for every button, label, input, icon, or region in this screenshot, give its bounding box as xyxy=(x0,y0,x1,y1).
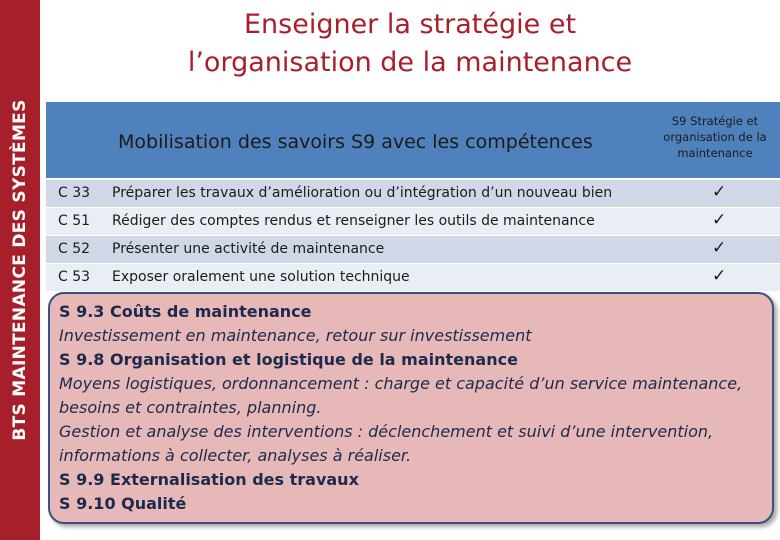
check-icon: ✓ xyxy=(712,266,727,286)
table-column-header xyxy=(660,113,770,161)
column-header-line-1: S9 Stratégie et xyxy=(671,114,759,128)
savoirs-list xyxy=(59,300,764,516)
competence-label: Rédiger des comptes rendus et renseigner les outils de maintenance xyxy=(112,213,595,229)
table-header-title: Mobilisation des savoirs S9 avec les compétences xyxy=(118,131,593,153)
table-row xyxy=(46,208,780,235)
page-title-line-1: Enseigner la stratégie et xyxy=(243,9,577,40)
savoir-heading: S 9.8 Organisation et logistique de la maintenance xyxy=(59,350,518,369)
side-band-label: BTS MAINTENANCE DES SYSTÈMES xyxy=(10,99,30,441)
competence-label: Présenter une activité de maintenance xyxy=(112,241,385,257)
table-row xyxy=(46,264,780,291)
savoir-detail: informations à collecter, analyses à réaliser. xyxy=(59,446,412,465)
savoir-heading: S 9.10 Qualité xyxy=(59,494,187,513)
check-icon: ✓ xyxy=(712,210,727,230)
page-title xyxy=(150,6,670,82)
competence-code: C 33 xyxy=(58,185,91,201)
savoir-heading: S 9.9 Externalisation des travaux xyxy=(59,470,359,489)
column-header-line-3: maintenance xyxy=(677,146,753,160)
competence-code: C 52 xyxy=(58,241,91,257)
competence-code: C 51 xyxy=(58,213,91,229)
column-header-line-2: organisation de la xyxy=(663,130,767,144)
table-row xyxy=(46,236,780,263)
check-icon: ✓ xyxy=(712,238,727,258)
savoir-detail: besoins et contraintes, planning. xyxy=(59,398,322,417)
check-icon: ✓ xyxy=(712,182,727,202)
competence-label: Exposer oralement une solution technique xyxy=(112,269,410,285)
table-row xyxy=(46,180,780,207)
competence-code: C 53 xyxy=(58,269,91,285)
page-title-line-2: l’organisation de la maintenance xyxy=(187,47,633,78)
savoir-detail: Moyens logistiques, ordonnancement : charge et capacité d’un service maintenance, xyxy=(59,374,743,393)
savoir-heading: S 9.3 Coûts de maintenance xyxy=(59,302,312,321)
savoir-detail: Investissement en maintenance, retour sur investissement xyxy=(59,326,532,345)
savoir-detail: Gestion et analyse des interventions : déclenchement et suivi d’une intervention, xyxy=(59,422,714,441)
side-band xyxy=(0,0,40,540)
competence-label: Préparer les travaux d’amélioration ou d’intégration d’un nouveau bien xyxy=(112,185,613,201)
